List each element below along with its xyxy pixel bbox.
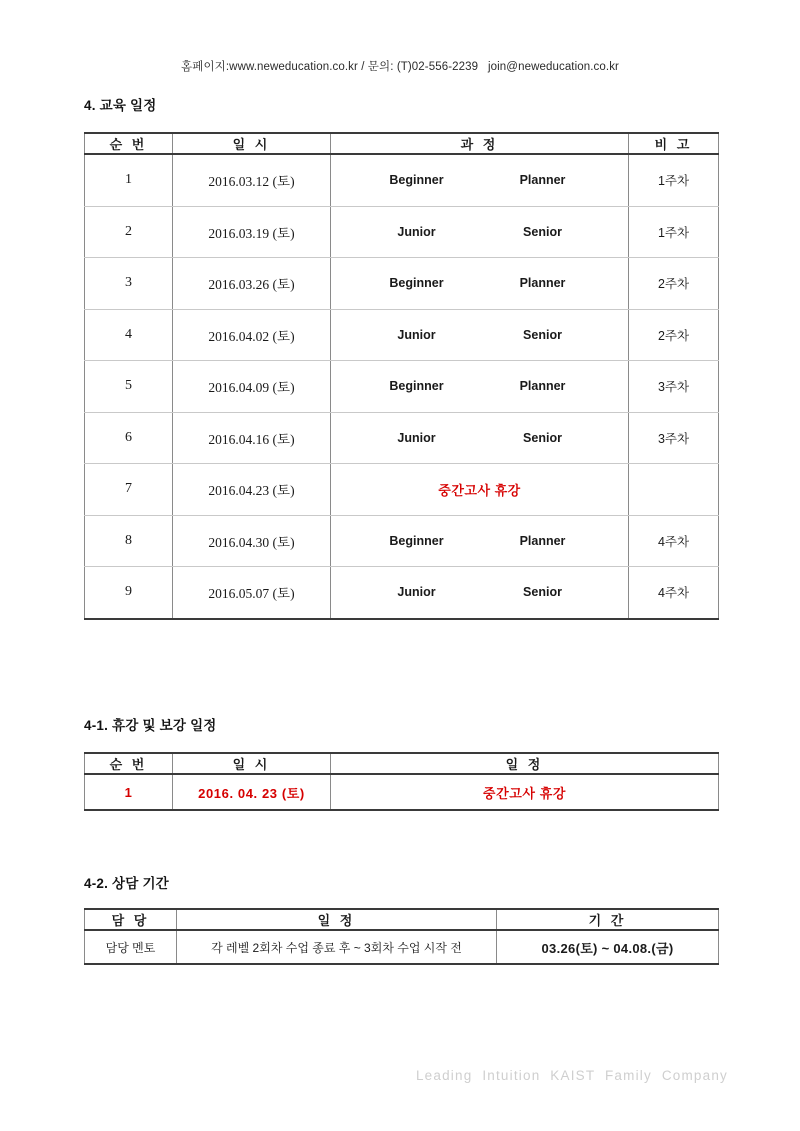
cell-no: 7 — [85, 464, 173, 516]
course-level-a: Junior — [397, 224, 436, 239]
course-level-a: Junior — [397, 430, 436, 445]
course-level-a: Beginner — [389, 276, 444, 291]
cell-note: 4주차 — [629, 567, 719, 619]
cell-course — [331, 206, 629, 258]
table-row — [85, 258, 719, 310]
table-row — [85, 515, 719, 567]
column-header-no: 순 번 — [85, 753, 173, 774]
cell-date: 2016.04.09 (토) — [173, 361, 331, 413]
cell-date: 2016.03.19 (토) — [173, 206, 331, 258]
course-level-a: Beginner — [389, 173, 444, 188]
course-level-a: Beginner — [389, 379, 444, 394]
table-row — [85, 930, 719, 964]
cell-note: 3주차 — [629, 361, 719, 413]
column-header-no: 순 번 — [85, 133, 173, 154]
course-level-a: Junior — [397, 327, 436, 342]
course-level-b: Planner — [519, 276, 566, 291]
cell-date: 2016.04.30 (토) — [173, 515, 331, 567]
course-level-b: Planner — [519, 379, 566, 394]
makeup-schedule-table — [84, 752, 719, 811]
column-header-date: 일 시 — [173, 133, 331, 154]
table-row — [85, 567, 719, 619]
cell-date: 2016.03.26 (토) — [173, 258, 331, 310]
table-row — [85, 412, 719, 464]
course-level-b: Planner — [519, 533, 566, 548]
table-header-row — [85, 909, 719, 930]
cell-no: 5 — [85, 361, 173, 413]
cell-course — [331, 515, 629, 567]
course-level-b: Senior — [523, 327, 562, 342]
cell-note: 1주차 — [629, 206, 719, 258]
cell-course — [331, 154, 629, 206]
holiday-label: 중간고사 휴강 — [438, 482, 521, 498]
course-level-b: Senior — [523, 430, 562, 445]
column-header-schedule: 일 정 — [177, 909, 497, 930]
table-row — [85, 774, 719, 810]
cell-course — [331, 258, 629, 310]
education-schedule-table — [84, 132, 719, 620]
cell-note — [629, 464, 719, 516]
cell-note: 4주차 — [629, 515, 719, 567]
course-level-a: Beginner — [389, 533, 444, 548]
document-contact-header: 홈페이지:www.neweducation.co.kr / 문의: (T)02-556-2239 join@neweducation.co.kr — [181, 61, 619, 73]
cell-note: 2주차 — [629, 258, 719, 310]
table-row — [85, 361, 719, 413]
column-header-date: 일 시 — [173, 753, 331, 774]
cell-note: 3주차 — [629, 412, 719, 464]
cell-date: 2016.04.02 (토) — [173, 309, 331, 361]
cell-course — [331, 361, 629, 413]
cell-schedule: 각 레벨 2회차 수업 종료 후 ~ 3회차 수업 시작 전 — [177, 930, 497, 964]
column-header-course: 과 정 — [331, 133, 629, 154]
cell-no: 3 — [85, 258, 173, 310]
cell-no: 6 — [85, 412, 173, 464]
cell-date: 2016.04.23 (토) — [173, 464, 331, 516]
section-title-consult: 4-2. 상담 기간 — [84, 876, 169, 891]
course-level-b: Senior — [523, 224, 562, 239]
table-header-row — [85, 133, 719, 154]
cell-date: 2016.04.16 (토) — [173, 412, 331, 464]
cell-course-holiday — [331, 464, 629, 516]
cell-course — [331, 412, 629, 464]
cell-date: 2016.03.12 (토) — [173, 154, 331, 206]
table-row — [85, 206, 719, 258]
document-footer-tagline: Leading Intuition KAIST Family Company — [415, 1068, 728, 1083]
cell-no: 8 — [85, 515, 173, 567]
table-row — [85, 154, 719, 206]
cell-course — [331, 309, 629, 361]
cell-no: 4 — [85, 309, 173, 361]
cell-term: 03.26(토) ~ 04.08.(금) — [497, 930, 719, 964]
cell-course — [331, 567, 629, 619]
table-row — [85, 309, 719, 361]
cell-note: 1주차 — [629, 154, 719, 206]
column-header-schedule: 일 정 — [331, 753, 719, 774]
table-row-holiday — [85, 464, 719, 516]
cell-schedule: 중간고사 휴강 — [331, 774, 719, 810]
course-level-b: Planner — [519, 173, 566, 188]
cell-no: 9 — [85, 567, 173, 619]
section-title-schedule: 4. 교육 일정 — [84, 98, 157, 113]
cell-role: 담당 멘토 — [85, 930, 177, 964]
cell-date: 2016. 04. 23 (토) — [173, 774, 331, 810]
column-header-note: 비 고 — [629, 133, 719, 154]
course-level-a: Junior — [397, 585, 436, 600]
column-header-term: 기 간 — [497, 909, 719, 930]
course-level-b: Senior — [523, 585, 562, 600]
cell-date: 2016.05.07 (토) — [173, 567, 331, 619]
column-header-role: 담 당 — [85, 909, 177, 930]
consulting-period-table — [84, 908, 719, 965]
table-header-row — [85, 753, 719, 774]
cell-no: 1 — [85, 154, 173, 206]
cell-no: 2 — [85, 206, 173, 258]
cell-note: 2주차 — [629, 309, 719, 361]
section-title-makeup: 4-1. 휴강 및 보강 일정 — [84, 718, 217, 733]
cell-no: 1 — [85, 774, 173, 810]
